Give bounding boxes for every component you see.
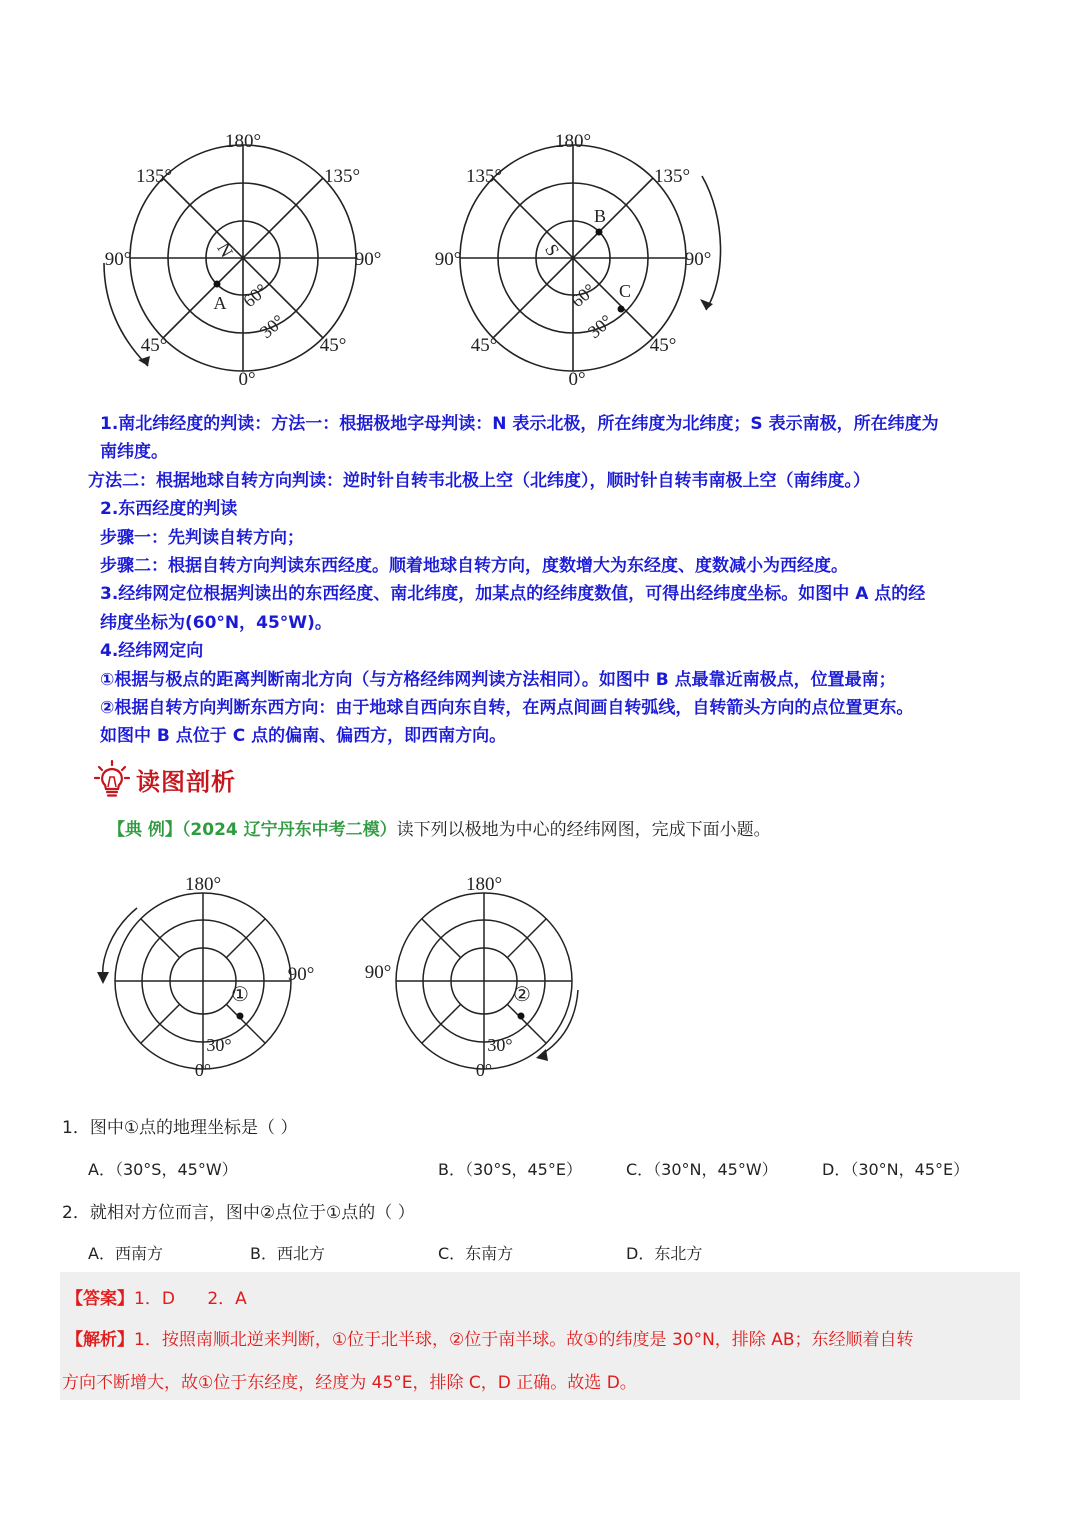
answer-label: 【答案】	[66, 1289, 134, 1309]
label-180: 180°	[224, 131, 262, 152]
section-heading-text: 读图剖析	[136, 767, 236, 796]
example-diagram-2	[356, 868, 606, 1086]
example-diagram-1	[85, 868, 335, 1086]
point-1-marker	[237, 1013, 244, 1020]
example-intro	[108, 815, 771, 840]
note-line: 步骤二：根据自转方向判读东西经度。顺着地球自转方向，度数增大为东经度、度数减小为西经度。	[100, 556, 848, 577]
note-line: 3.经纬网定位根据判读出的东西经度、南北纬度，加某点的经纬度数值，可得出经纬度坐标。如图中 A 点的经	[100, 584, 926, 605]
note-line: ②根据自转方向判断东西方向：由于地球自西向东自转，在两点间画自转弧线，自转箭头方向的点位置更东。	[100, 698, 914, 719]
label-90: 90°	[364, 962, 392, 983]
label-180: 180°	[465, 874, 503, 895]
pole-letter-s: S	[541, 240, 564, 260]
example-tag: 【典 例】	[108, 820, 182, 840]
label-135-left: 135°	[465, 166, 503, 187]
point-c-label: C	[618, 281, 632, 301]
label-45-left: 45°	[140, 335, 168, 356]
label-90: 90°	[287, 964, 315, 985]
label-135-right: 135°	[323, 166, 361, 187]
rotation-arrow-head-ccw	[97, 972, 109, 984]
note-line: 2.东西经度的判读	[100, 499, 238, 520]
analysis-text-2: 方向不断增大，故①位于东经度，经度为 45°E，排除 C，D 正确。故选 D。	[62, 1373, 637, 1393]
label-60: 60°	[567, 279, 600, 312]
label-0: 0°	[475, 1060, 493, 1080]
question-1-option-d[interactable]: D．（30°N，45°E）	[822, 1160, 970, 1179]
question-2-option-d[interactable]: D．东北方	[626, 1244, 703, 1263]
point-b-marker	[596, 229, 603, 236]
label-0: 0°	[568, 369, 586, 390]
point-c-marker	[618, 306, 625, 313]
point-2-marker	[518, 1013, 525, 1020]
point-2-label: ②	[513, 984, 531, 1006]
note-line: 纬度坐标为(60°N，45°W)。	[100, 612, 332, 633]
analysis-line-2	[62, 1368, 637, 1393]
label-45-right: 45°	[649, 335, 677, 356]
label-90-right: 90°	[354, 249, 382, 270]
label-45-right: 45°	[319, 335, 347, 356]
note-line: 4.经纬网定向	[100, 641, 204, 662]
label-30: 30°	[487, 1035, 513, 1055]
example-source: （2024 辽宁丹东中考二模）	[181, 820, 397, 840]
section-heading	[94, 757, 236, 801]
label-180: 180°	[554, 131, 592, 152]
label-45-left: 45°	[470, 335, 498, 356]
point-b-label: B	[593, 206, 607, 226]
method-notes	[88, 410, 1048, 751]
label-30: 30°	[256, 310, 289, 343]
pole-letter-n: N	[213, 239, 238, 261]
note-line: 步骤一：先判读自转方向；	[100, 527, 304, 548]
label-135-left: 135°	[135, 166, 173, 187]
label-30: 30°	[584, 310, 617, 343]
analysis-label: 【解析】	[66, 1330, 134, 1350]
label-90-left: 90°	[104, 249, 132, 270]
lightbulb-icon	[94, 759, 130, 799]
label-135-right: 135°	[653, 166, 691, 187]
question-1-option-b[interactable]: B．（30°S，45°E）	[438, 1160, 582, 1179]
polar-diagram-south	[420, 128, 740, 393]
question-2-option-c[interactable]: C．东南方	[438, 1244, 514, 1263]
note-line: 方法二：根据地球自转方向判读：逆时针自转韦北极上空（北纬度），顺时针自转韦南极上空（南纬度。）	[88, 470, 870, 491]
note-line: ①根据与极点的距离判断南北方向（与方格经纬网判读方法相同）。如图中 B 点最靠近南极点，位置最南；	[100, 669, 896, 690]
answer-text: 1．D 2．A	[134, 1289, 247, 1309]
label-0: 0°	[238, 369, 256, 390]
question-1-stem: 1．图中①点的地理坐标是（ ）	[62, 1118, 298, 1138]
point-a-marker	[214, 281, 221, 288]
point-a-label: A	[213, 293, 227, 313]
label-60: 60°	[239, 279, 272, 312]
question-2-option-b[interactable]: B．西北方	[250, 1244, 325, 1263]
analysis-line-1	[66, 1325, 913, 1350]
label-180: 180°	[184, 874, 222, 895]
question-1-option-a[interactable]: A．（30°S，45°W）	[88, 1160, 238, 1179]
question-2-option-a[interactable]: A．西南方	[88, 1244, 163, 1263]
question-1-option-c[interactable]: C．（30°N，45°W）	[626, 1160, 778, 1179]
label-90-right: 90°	[684, 249, 712, 270]
answer-line	[66, 1284, 247, 1309]
example-text: 读下列以极地为中心的经纬网图，完成下面小题。	[396, 820, 771, 840]
question-2-stem: 2．就相对方位而言，图中②点位于①点的（ ）	[62, 1203, 415, 1223]
label-90-left: 90°	[434, 249, 462, 270]
label-0: 0°	[194, 1060, 212, 1080]
point-1-label: ①	[231, 984, 249, 1006]
note-line: 1.南北纬经度的判读：方法一：根据极地字母判读：N 表示北极，所在纬度为北纬度；S 表示南极，所在纬度为	[100, 414, 939, 434]
note-line: 南纬度。	[100, 442, 168, 463]
note-line: 如图中 B 点位于 C 点的偏南、偏西方，即西南方向。	[100, 726, 507, 747]
analysis-text-1: 1．按照南顺北逆来判断，①位于北半球，②位于南半球。故①的纬度是 30°N，排除 AB；东经顺着自转	[134, 1330, 914, 1350]
polar-diagram-north	[90, 128, 400, 393]
label-30: 30°	[206, 1035, 232, 1055]
